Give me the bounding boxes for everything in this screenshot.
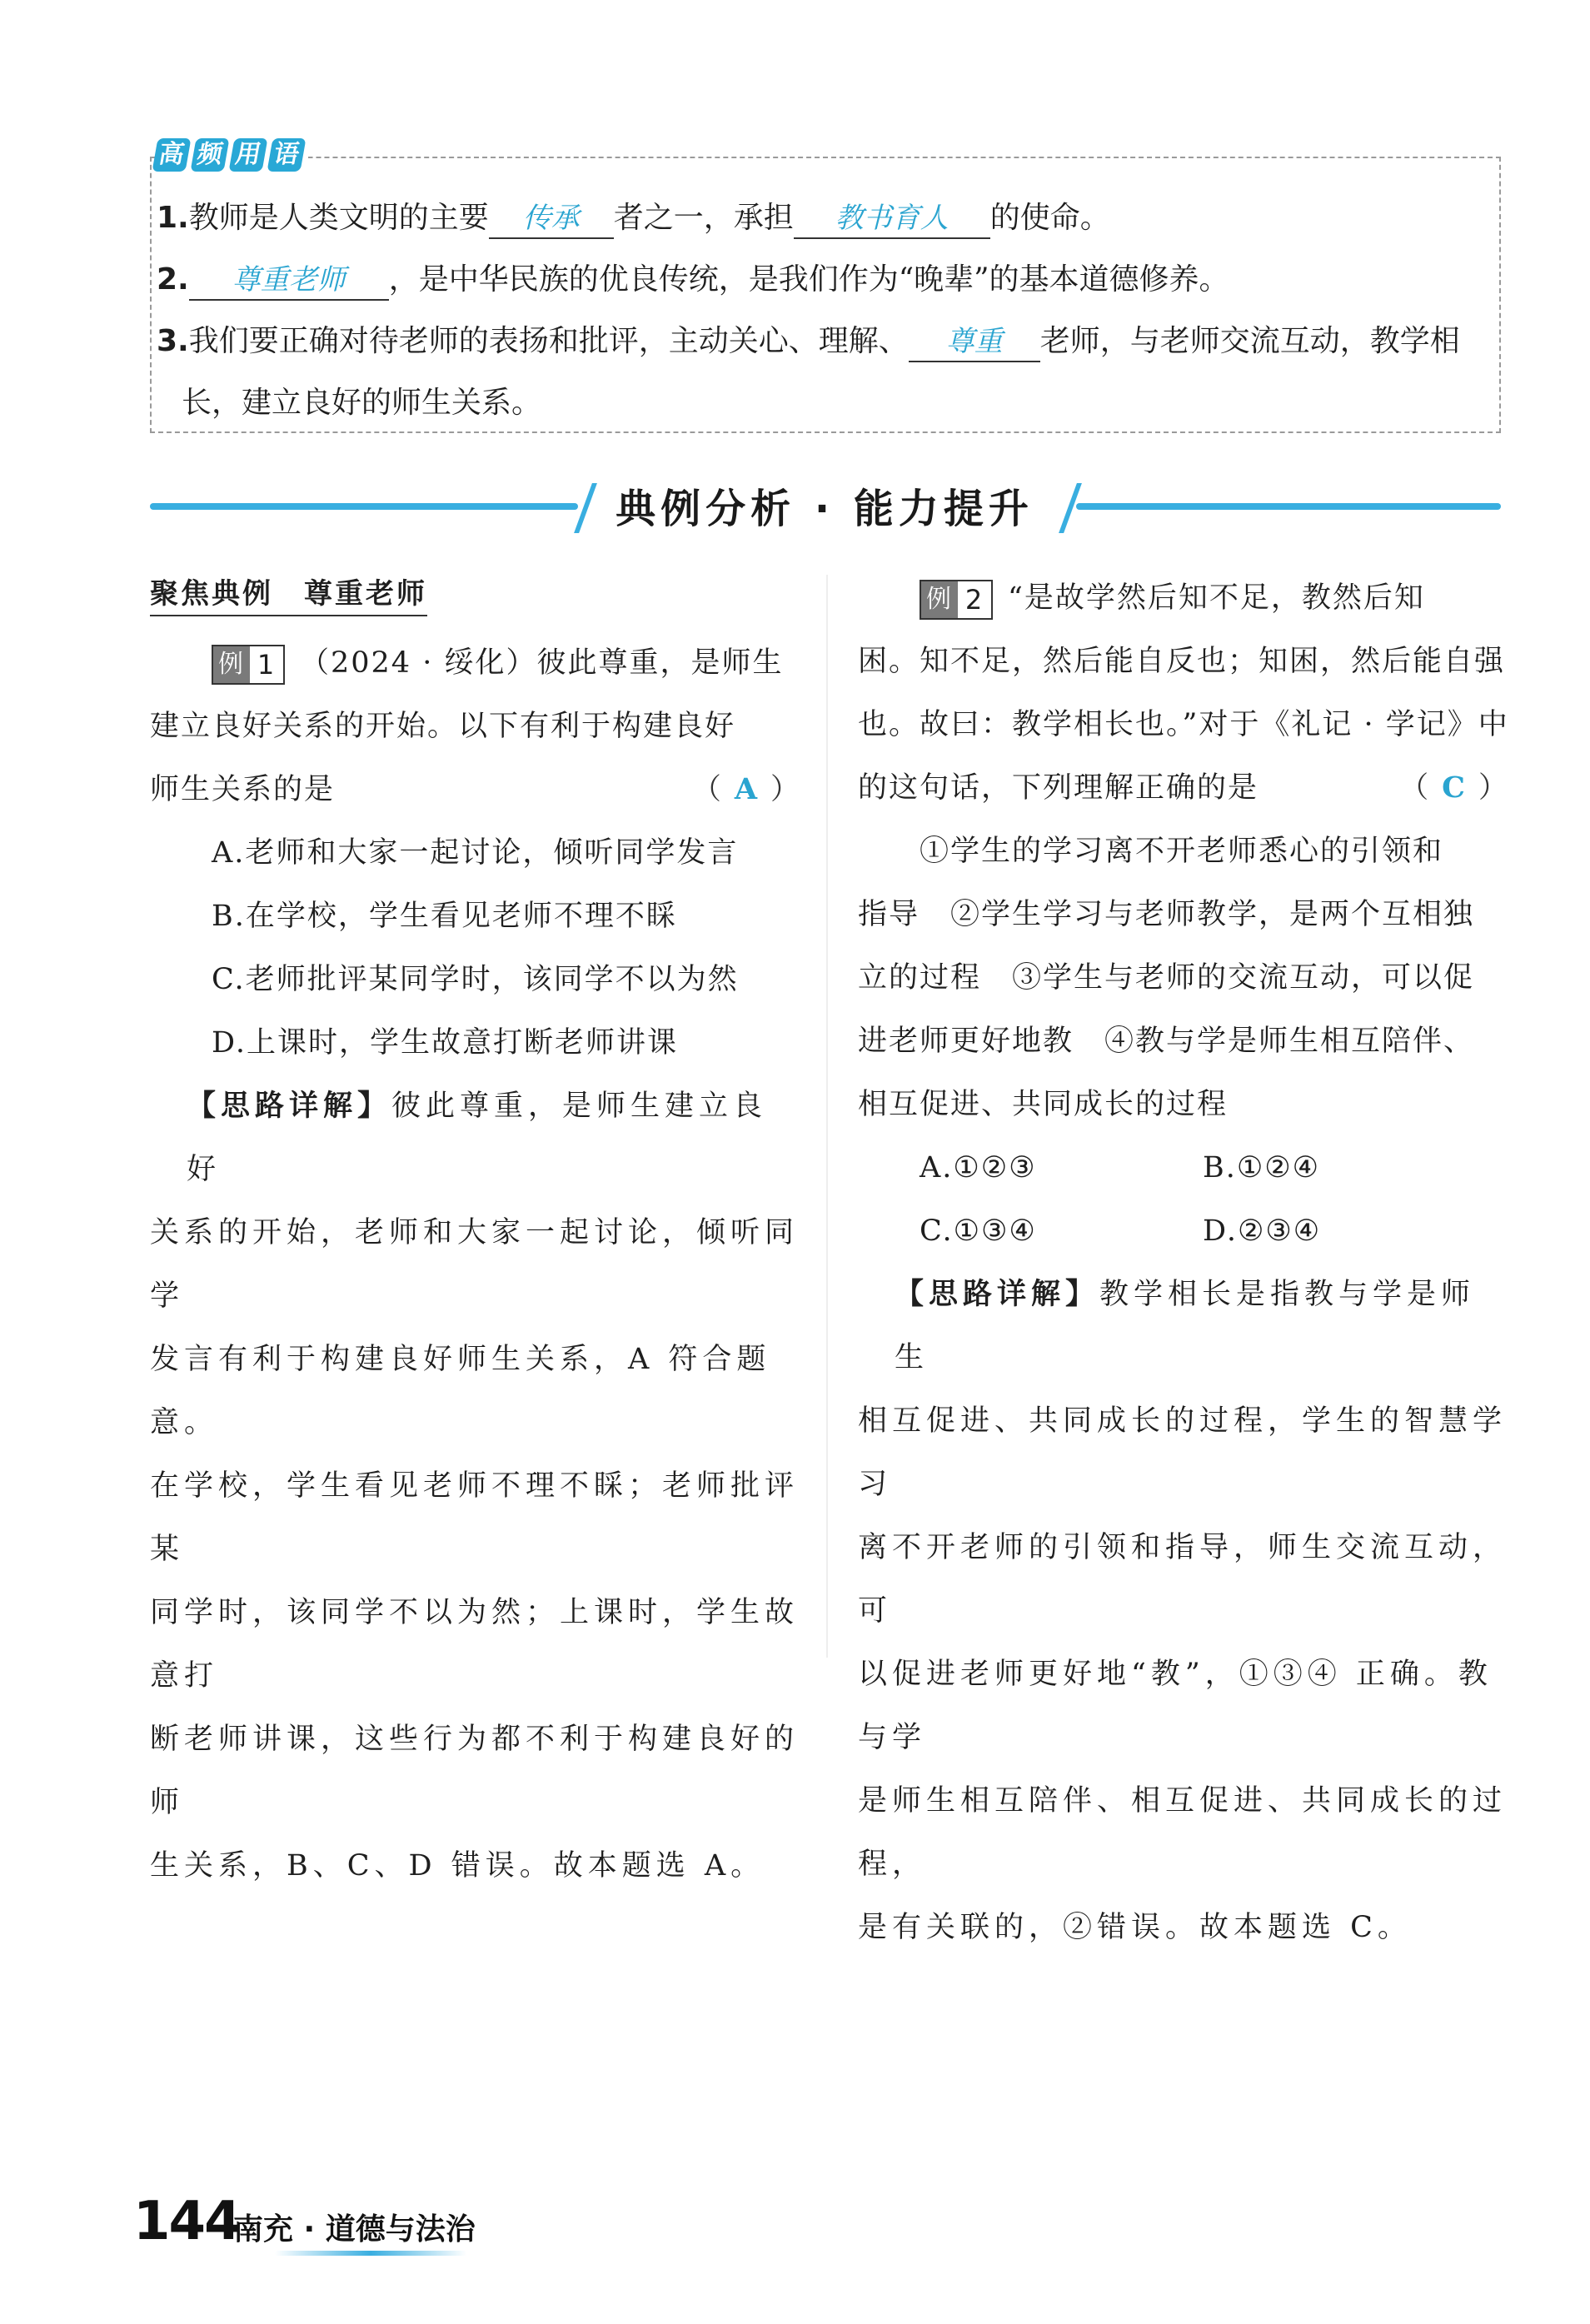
question-line: 例 1 （2024 · 绥化）彼此尊重，是师生 [150, 631, 801, 695]
options-row [858, 1136, 1509, 1199]
focus-heading: 聚焦典例 尊重老师 [150, 571, 427, 616]
tag-char: 用 [228, 138, 267, 172]
analysis-line: 相互促进、共同成长的过程，学生的智慧学习 [858, 1404, 1508, 1501]
column-divider [826, 575, 828, 1658]
section-title: 典例分析 · 能力提升 [616, 486, 1034, 532]
hf-line-3-cont: 长，建立良好的师生关系。 [182, 386, 542, 420]
example-2 [858, 566, 1509, 1959]
option-c: C.①③④ [920, 1214, 1037, 1248]
answer-bracket: （ C ） [1399, 771, 1509, 805]
tag-char: 语 [267, 138, 306, 172]
answer-bracket: （ A ） [691, 772, 801, 806]
example-badge: 例 1 [212, 645, 285, 685]
question-line: 困。知不足，然后能自反也；知困，然后能自强 [858, 645, 1506, 678]
statement-line: 进老师更好地教 ④教与学是师生相互陪伴、 [858, 1025, 1475, 1058]
analysis-heading: 【思路详解】 [895, 1278, 1100, 1311]
analysis-line: 【思路详解】彼此尊重，是师生建立良好 [187, 1090, 768, 1186]
book-title: 南充 · 道德与法治 [233, 2212, 476, 2247]
analysis-line: 在学校，学生看见老师不理不睬；老师批评某 [150, 1469, 800, 1566]
analysis-line: 离不开老师的引领和指导，师生交流互动，可 [858, 1531, 1508, 1628]
analysis-line: 是有关联的，②错误。故本题选 C。 [858, 1911, 1412, 1944]
question-line: 建立良好关系的开始。以下有利于构建良好 [150, 710, 736, 743]
fill-blank: 尊重 [909, 322, 1040, 362]
answer: C [1442, 771, 1467, 805]
answer: A [734, 772, 759, 806]
analysis-line: 以促进老师更好地“教”，①③④ 正确。教与学 [858, 1658, 1493, 1754]
high-frequency-tag [155, 137, 308, 173]
hf-line-1: 1.教师是人类文明的主要 传承 者之一，承担 教书育人 的使命。 [157, 197, 1110, 240]
option-a: A.老师和大家一起讨论，倾听同学发言 [212, 836, 739, 870]
option-b: B.①②④ [1203, 1151, 1320, 1184]
fill-blank: 教书育人 [794, 199, 990, 239]
option-a: A.①②③ [920, 1151, 1037, 1184]
option-d: D.上课时，学生故意打断老师讲课 [212, 1026, 678, 1060]
example-1 [150, 631, 801, 1898]
analysis-line: 关系的开始，老师和大家一起讨论，倾听同学 [150, 1216, 800, 1313]
statement-line: 立的过程 ③学生与老师的交流互动，可以促 [858, 961, 1475, 995]
section-rule-right [1076, 503, 1501, 510]
question-line: 师生关系的是 （ A ） [150, 758, 801, 821]
analysis-line: 【思路详解】教学相长是指教与学是师生 [895, 1278, 1476, 1374]
analysis-line: 是师生相互陪伴、相互促进、共同成长的过程， [858, 1784, 1508, 1881]
example-badge: 例 2 [920, 580, 993, 620]
statement-line: 指导 ②学生学习与老师教学，是两个互相独 [858, 898, 1475, 931]
hf-line-3: 3.我们要正确对待老师的表扬和批评，主动关心、理解、 尊重 老师，与老师交流互动，教学相 [157, 320, 1460, 363]
fill-blank: 传承 [489, 199, 614, 239]
statement-line: ①学生的学习离不开老师悉心的引领和 [920, 835, 1444, 868]
question-line: 的这句话，下列理解正确的是 （ C ） [858, 756, 1509, 820]
question-line: 也。故曰：教学相长也。”对于《礼记 · 学记》中 [858, 708, 1509, 741]
tag-char: 频 [190, 138, 229, 172]
analysis-line: 发言有利于构建良好师生关系，A 符合题意。 [150, 1343, 771, 1439]
statement-line: 相互促进、共同成长的过程 [858, 1088, 1229, 1121]
option-b: B.在学校，学生看见老师不理不睬 [212, 900, 677, 933]
page-number: 144 [133, 2191, 240, 2252]
option-d: D.②③④ [1203, 1214, 1322, 1248]
analysis-line: 同学时，该同学不以为然；上课时，学生故意打 [150, 1596, 800, 1693]
options-row [858, 1199, 1509, 1263]
question-line: 例 2 “是故学然后知不足，教然后知 [858, 566, 1509, 630]
analysis-line: 生关系，B、C、D 错误。故本题选 A。 [150, 1849, 765, 1883]
section-rule-left [150, 503, 578, 510]
option-c: C.老师批评某同学时，该同学不以为然 [212, 963, 739, 996]
hf-line-2: 2. 尊重老师 ，是中华民族的优良传统，是我们作为“晚辈”的基本道德修养。 [157, 258, 1229, 302]
analysis-heading: 【思路详解】 [187, 1090, 392, 1123]
tag-char: 高 [152, 138, 191, 172]
footer-accent-bar [275, 2251, 466, 2256]
fill-blank: 尊重老师 [189, 261, 389, 301]
analysis-line: 断老师讲课，这些行为都不利于构建良好的师 [150, 1723, 800, 1819]
